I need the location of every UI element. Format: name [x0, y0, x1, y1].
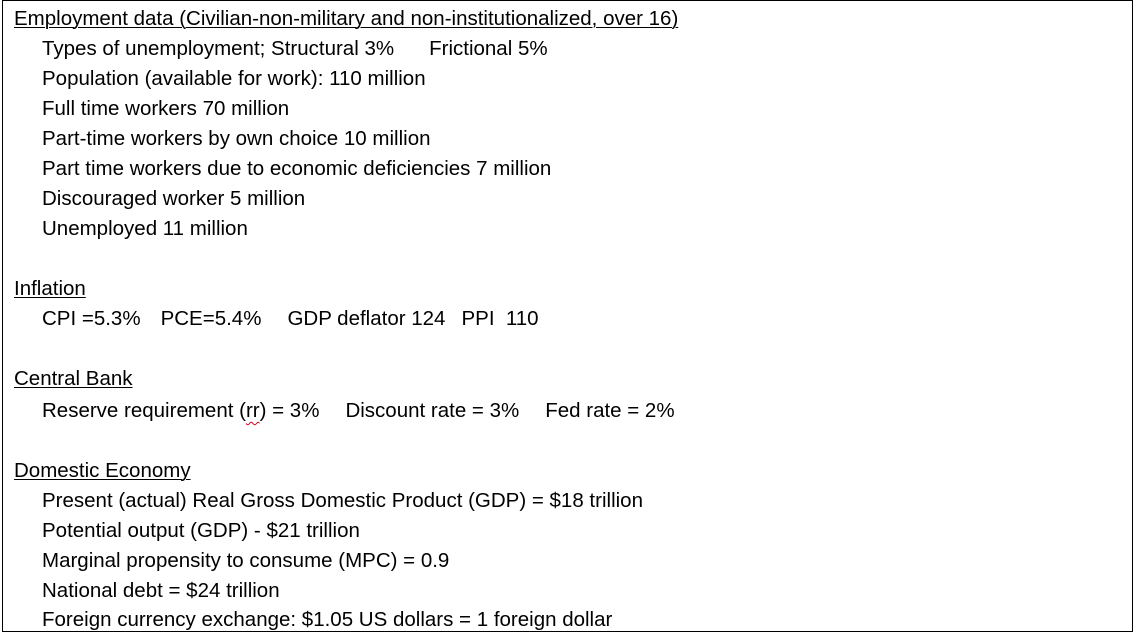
domestic-economy-heading: Domestic Economy [14, 459, 191, 482]
discount-rate-text: Discount rate = 3% [345, 399, 520, 422]
fx-line: Foreign currency exchange: $1.05 US dollars = 1 foreign dollar [42, 608, 613, 631]
gdp-deflator-text: GDP deflator 124 [287, 307, 446, 330]
central-bank-values-line [42, 396, 675, 426]
part-time-econ-line: Part time workers due to economic deficiencies 7 million [42, 157, 552, 180]
national-debt-line: National debt = $24 trillion [42, 579, 280, 602]
structural-text: Types of unemployment; Structural 3% [42, 37, 395, 60]
inflation-heading: Inflation [14, 277, 86, 300]
frictional-text: Frictional 5% [429, 37, 548, 60]
discouraged-line: Discouraged worker 5 million [42, 187, 306, 210]
reserve-suffix: ) = 3% [259, 399, 320, 422]
potential-output-line: Potential output (GDP) - $21 trillion [42, 519, 360, 542]
reserve-prefix: Reserve requirement ( [42, 399, 246, 422]
part-time-choice-line: Part-time workers by own choice 10 million [42, 127, 431, 150]
inflation-values-line [42, 304, 539, 334]
employment-heading: Employment data (Civilian-non-military and non-institutionalized, over 16) [14, 7, 679, 30]
unemployment-types-line [42, 34, 548, 64]
pce-text: PCE=5.4% [160, 307, 262, 330]
unemployed-line: Unemployed 11 million [42, 217, 248, 240]
mpc-line: Marginal propensity to consume (MPC) = 0.9 [42, 549, 450, 572]
ppi-text: PPI 110 [461, 307, 539, 330]
central-bank-heading: Central Bank [14, 367, 133, 390]
population-line: Population (available for work): 110 million [42, 67, 426, 90]
fed-rate-text: Fed rate = 2% [545, 399, 675, 422]
cpi-text: CPI =5.3% [42, 307, 141, 330]
full-time-line: Full time workers 70 million [42, 97, 290, 120]
reserve-abbr: rr [245, 399, 260, 422]
real-gdp-line: Present (actual) Real Gross Domestic Product (GDP) = $18 trillion [42, 489, 643, 512]
